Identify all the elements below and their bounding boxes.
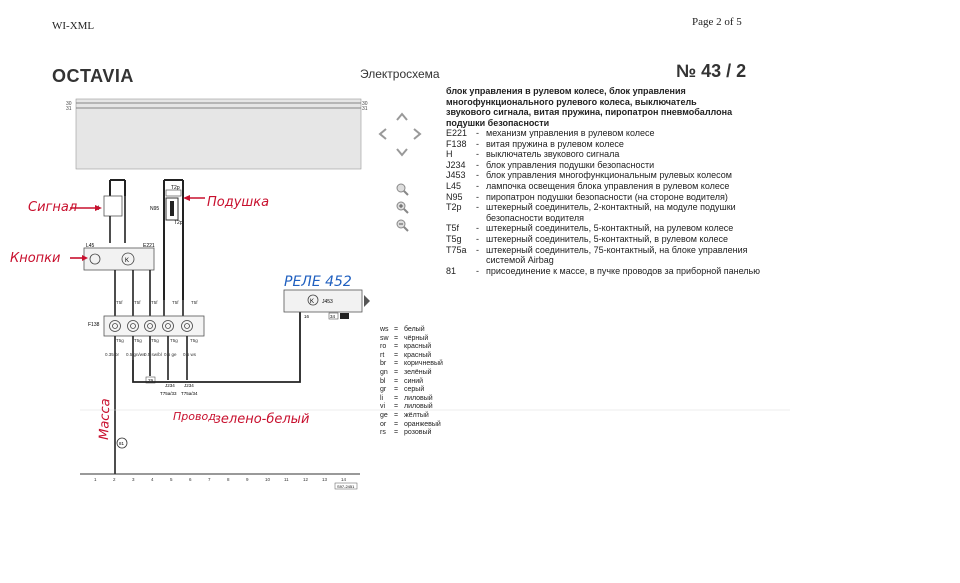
color-code: sw bbox=[380, 334, 389, 342]
chevron-right-icon[interactable] bbox=[410, 127, 424, 141]
grid-number: 10 bbox=[265, 477, 271, 482]
color-code: ro bbox=[380, 343, 387, 351]
svg-text:T5f: T5f bbox=[151, 300, 158, 305]
legend-text: штекерный соединитель, 5-контактный, на рулевом колесе bbox=[486, 223, 734, 234]
legend-code: T5f bbox=[446, 223, 460, 234]
grid-number: 6 bbox=[189, 477, 192, 482]
legend-text: выключатель звукового сигнала bbox=[486, 149, 620, 160]
svg-text:29: 29 bbox=[148, 378, 154, 383]
grid-number: 14 bbox=[341, 477, 347, 482]
rail-30-label-right: 30 bbox=[362, 101, 368, 107]
color-name: красный bbox=[404, 343, 432, 351]
legend-code: J453 bbox=[446, 170, 466, 181]
rail-31-label-right: 31 bbox=[362, 106, 368, 112]
color-eq: = bbox=[394, 368, 399, 376]
grid-number: 3 bbox=[132, 477, 135, 482]
color-code: br bbox=[380, 360, 387, 368]
annotation-wire-label: Провод bbox=[173, 410, 216, 423]
color-name: синий bbox=[404, 377, 424, 385]
color-eq: = bbox=[394, 386, 399, 394]
diagram-number: № 43 / 2 bbox=[676, 61, 747, 81]
legend-text: штекерный соединитель, 75-контактный, на блоке управления системой Airbag bbox=[486, 244, 748, 266]
svg-text:0.5 ws: 0.5 ws bbox=[183, 352, 197, 357]
color-code: ge bbox=[380, 411, 388, 419]
annotation-buttons: Кнопки bbox=[10, 251, 61, 266]
color-eq: = bbox=[394, 334, 399, 342]
color-code: vi bbox=[380, 403, 386, 411]
color-name: коричневый bbox=[404, 360, 443, 368]
continue-arrow-icon bbox=[364, 295, 370, 307]
legend-text: штекерный соединитель, 5-контактный, в рулевом колесе bbox=[486, 233, 729, 244]
svg-text:T5g: T5g bbox=[190, 338, 198, 343]
control-block-e221 bbox=[84, 248, 154, 270]
svg-text:L45: L45 bbox=[86, 243, 95, 249]
svg-text:K: K bbox=[125, 258, 130, 264]
color-eq: = bbox=[394, 420, 399, 428]
color-eq: = bbox=[394, 326, 399, 333]
legend-code: F138 bbox=[446, 138, 467, 149]
color-code: rs bbox=[380, 429, 386, 437]
color-name: красный bbox=[404, 351, 432, 359]
svg-text:T5f: T5f bbox=[134, 300, 141, 305]
color-eq: = bbox=[394, 343, 399, 351]
svg-text:0.35 br: 0.35 br bbox=[105, 352, 120, 357]
grid-number: 4 bbox=[151, 477, 154, 482]
chevron-down-icon[interactable] bbox=[395, 145, 409, 159]
color-name: серый bbox=[404, 386, 425, 394]
color-eq: = bbox=[394, 394, 399, 402]
svg-text:E221: E221 bbox=[143, 243, 155, 249]
color-eq: = bbox=[394, 377, 399, 385]
svg-text:J453: J453 bbox=[322, 299, 333, 305]
color-code: li bbox=[380, 394, 384, 402]
chevron-left-icon[interactable] bbox=[376, 127, 390, 141]
grid-number: 1 bbox=[94, 477, 97, 482]
grid-number: 2 bbox=[113, 477, 116, 482]
grid-number: 12 bbox=[303, 477, 309, 482]
grid-number: 9 bbox=[246, 477, 249, 482]
color-eq: = bbox=[394, 360, 399, 368]
page-indicator: Page 2 of 5 bbox=[692, 16, 742, 28]
diagram-description: блок управления в рулевом колесе, блок управления многофункционального рулевого колеса, выключатель звукового сигнала, витая пружина, пиропатрон пневмобаллона подушки безопасности bbox=[446, 86, 733, 128]
legend-code: 81 bbox=[446, 265, 457, 276]
color-eq: = bbox=[394, 411, 399, 419]
legend-dash: - bbox=[476, 202, 479, 213]
rail-30-label: 30 bbox=[66, 101, 72, 107]
annotation-airbag: Подушка bbox=[207, 195, 270, 210]
grid-number: 11 bbox=[284, 477, 289, 482]
legend-dash: - bbox=[476, 233, 479, 244]
rail-31-label: 31 bbox=[66, 106, 72, 112]
svg-text:0.5 sw/bl: 0.5 sw/bl bbox=[144, 352, 162, 357]
section-title: Электросхема bbox=[360, 67, 440, 81]
svg-text:T5g: T5g bbox=[116, 338, 124, 343]
color-name: лиловый bbox=[404, 394, 433, 402]
annotation-relay: РЕЛЕ 452 bbox=[284, 274, 352, 290]
svg-text:0.5 ge: 0.5 ge bbox=[164, 352, 177, 357]
model-title: OCTAVIA bbox=[52, 66, 134, 86]
svg-text:0.5 gn/ws: 0.5 gn/ws bbox=[126, 352, 146, 357]
color-name: белый bbox=[404, 326, 425, 333]
annotation-wire-color: зелено-белый bbox=[214, 412, 310, 427]
color-name: жёлтый bbox=[404, 411, 429, 419]
legend-text: пиропатрон подушки безопасности (на стороне водителя) bbox=[486, 191, 728, 202]
color-name: оранжевый bbox=[404, 420, 441, 428]
svg-text:T75a/33: T75a/33 bbox=[160, 391, 177, 396]
color-name: лиловый bbox=[404, 403, 433, 411]
legend-dash: - bbox=[476, 265, 479, 276]
color-eq: = bbox=[394, 403, 399, 411]
legend-text: присоединение к массе, в пучке проводов за приборной панелью bbox=[486, 265, 760, 276]
color-code: rt bbox=[380, 351, 385, 359]
color-name: зелёный bbox=[404, 368, 432, 376]
annotation-ground: Масса bbox=[97, 398, 114, 441]
legend-text: витая пружина в рулевом колесе bbox=[486, 138, 624, 149]
zoom-fit-icon[interactable] bbox=[395, 182, 409, 196]
legend-code: T2p bbox=[446, 202, 462, 213]
grid-number: 13 bbox=[322, 477, 328, 482]
label-n95: N95 bbox=[150, 206, 160, 212]
legend-code: T75a bbox=[446, 244, 467, 255]
svg-text:S97-2451: S97-2451 bbox=[337, 484, 355, 489]
clock-spring-f138 bbox=[104, 316, 204, 336]
color-code: bl bbox=[380, 377, 386, 385]
svg-text:T5g: T5g bbox=[134, 338, 142, 343]
legend-dash: - bbox=[476, 223, 479, 234]
legend-dash: - bbox=[476, 180, 479, 191]
color-code: gr bbox=[380, 386, 387, 394]
svg-text:T5f: T5f bbox=[172, 300, 179, 305]
svg-text:T2p: T2p bbox=[174, 220, 183, 226]
color-code: ws bbox=[380, 326, 389, 333]
legend-text: механизм управления в рулевом колесе bbox=[486, 128, 655, 138]
chevron-up-icon[interactable] bbox=[395, 110, 409, 124]
legend-text: лампочка освещения блока управления в рулевом колесе bbox=[486, 180, 730, 191]
color-eq: = bbox=[394, 351, 399, 359]
svg-text:K: K bbox=[310, 299, 315, 305]
color-code: gn bbox=[380, 368, 388, 376]
legend-dash: - bbox=[476, 149, 479, 160]
svg-text:16: 16 bbox=[304, 314, 310, 319]
svg-text:T5f: T5f bbox=[191, 300, 198, 305]
zoom-out-icon[interactable] bbox=[395, 218, 409, 232]
svg-text:F138: F138 bbox=[88, 322, 100, 328]
annotation-signal: Сигнал bbox=[28, 200, 78, 215]
svg-text:81: 81 bbox=[119, 441, 125, 446]
color-eq: = bbox=[394, 429, 399, 437]
legend-code: E221 bbox=[446, 128, 468, 138]
legend-dash: - bbox=[476, 244, 479, 255]
color-name: чёрный bbox=[404, 334, 429, 342]
legend-text: блок управления подушки безопасности bbox=[486, 159, 655, 170]
grid-number: 8 bbox=[227, 477, 230, 482]
legend-dash: - bbox=[476, 128, 479, 138]
legend-code: T5g bbox=[446, 233, 462, 244]
horn-switch-h bbox=[104, 196, 122, 216]
legend-code: H bbox=[446, 149, 453, 160]
legend-dash: - bbox=[476, 159, 479, 170]
legend-text: штекерный соединитель, 2-контактный, на модуле подушки безопасности водителя bbox=[486, 202, 736, 223]
legend-text: блок управления многофункциональным рулевых колесом bbox=[486, 170, 732, 181]
legend-dash: - bbox=[476, 138, 479, 149]
svg-text:T5f: T5f bbox=[116, 300, 123, 305]
svg-text:J234: J234 bbox=[165, 383, 175, 388]
svg-text:T5g: T5g bbox=[170, 338, 178, 343]
svg-text:T2p: T2p bbox=[171, 185, 180, 191]
legend-code: J234 bbox=[446, 159, 466, 170]
legend-code: N95 bbox=[446, 191, 463, 202]
grid-number: 5 bbox=[170, 477, 173, 482]
legend-code: L45 bbox=[446, 180, 462, 191]
svg-text:J234: J234 bbox=[184, 383, 194, 388]
rail-box bbox=[76, 99, 361, 169]
svg-text:T75a/34: T75a/34 bbox=[181, 391, 198, 396]
zoom-in-icon[interactable] bbox=[395, 200, 409, 214]
color-code: or bbox=[380, 420, 387, 428]
legend-dash: - bbox=[476, 170, 479, 181]
svg-text:34: 34 bbox=[330, 314, 336, 319]
svg-text:T5g: T5g bbox=[151, 338, 159, 343]
color-name: розовый bbox=[404, 429, 432, 437]
header-doc-label: WI-XML bbox=[52, 20, 95, 32]
legend-dash: - bbox=[476, 191, 479, 202]
grid-number: 7 bbox=[208, 477, 211, 482]
